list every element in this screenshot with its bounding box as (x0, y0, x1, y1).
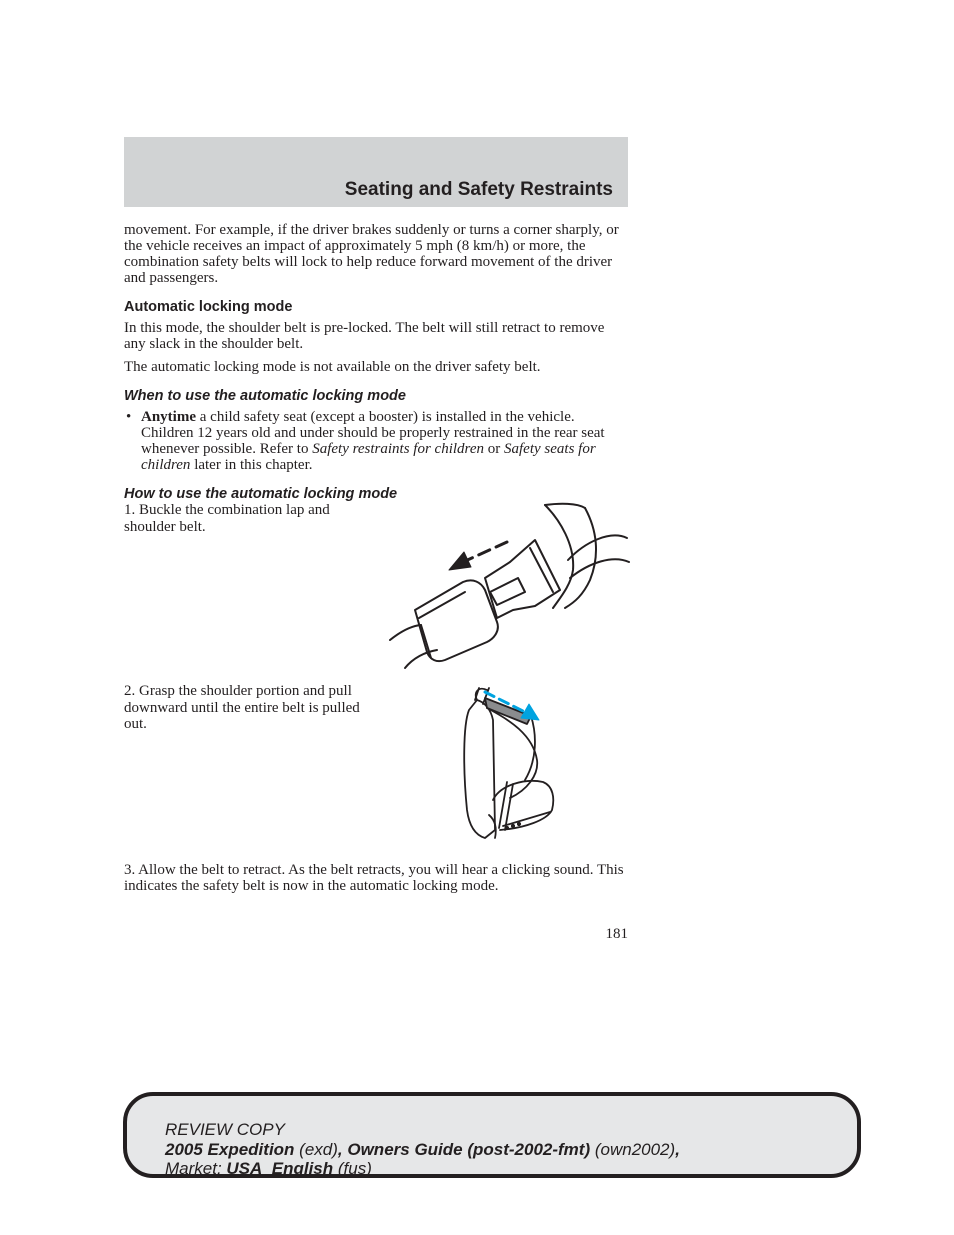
page-content (124, 222, 628, 507)
bullet-text-3: later in this chapter. (190, 457, 313, 473)
section-title: Seating and Safety Restraints (344, 179, 613, 200)
separator-1: , (337, 1139, 348, 1159)
seat-belt-illustration (455, 680, 560, 850)
guide-code: (own2002) (590, 1139, 676, 1159)
market-label: Market: (165, 1159, 227, 1178)
market-code: (fus) (333, 1159, 372, 1178)
auto-paragraph-2: The automatic locking mode is not available on the driver safety belt. (124, 359, 541, 375)
heading-how-to-use: How to use the automatic locking mode (124, 486, 398, 502)
review-copy-footer (123, 1092, 861, 1178)
market-name: USA_English (226, 1159, 334, 1178)
heading-automatic-locking-mode: Automatic locking mode (124, 299, 293, 315)
intro-paragraph: movement. For example, if the driver brakes suddenly or turns a corner sharply, or the vehicle receives an impact of approximately 5 mph (8 km/h) or more, the combination safety belts will lock to help reduce forward movement of the driver and passengers. (124, 222, 619, 286)
heading-when-to-use: When to use the automatic locking mode (124, 388, 406, 404)
bullet-item-anytime (124, 409, 628, 473)
review-copy-label: REVIEW COPY (165, 1120, 285, 1139)
cross-reference-safety-seats: Safety seats for children (141, 441, 596, 473)
bullet-text-2: or (484, 441, 504, 457)
footer-line-2 (165, 1140, 680, 1160)
footer-text (165, 1120, 680, 1179)
step-3-text: 3. Allow the belt to retract. As the belt retracts, you will hear a clicking sound. This indicates the safety belt is now in the automatic locking mode. (124, 862, 624, 894)
cross-reference-safety-restraints: Safety restraints for children (312, 441, 484, 457)
bullet-bold-term: Anytime (141, 409, 196, 425)
step-1-text: 1. Buckle the combination lap and shoulder belt. (124, 502, 330, 535)
bullet-dot: • (126, 409, 132, 425)
footer-line-3 (165, 1159, 680, 1179)
guide-name: Owners Guide (post-2002-fmt) (347, 1139, 591, 1159)
bullet-text-1: a child safety seat (except a booster) is installed in the vehicle. Children 12 years old and under should be properly restrained in the rear seat whenever possible. Refer to (141, 409, 605, 457)
page-number: 181 (605, 926, 628, 942)
model-name: 2005 Expedition (165, 1139, 295, 1159)
separator-2: , (675, 1139, 680, 1159)
buckle-illustration (385, 500, 630, 672)
section-header-band (124, 137, 628, 207)
auto-paragraph-1: In this mode, the shoulder belt is pre-locked. The belt will still retract to remove any slack in the shoulder belt. (124, 320, 605, 352)
model-code: (exd) (294, 1139, 338, 1159)
step-2-text: 2. Grasp the shoulder portion and pull downward until the entire belt is pulled out. (124, 683, 360, 732)
